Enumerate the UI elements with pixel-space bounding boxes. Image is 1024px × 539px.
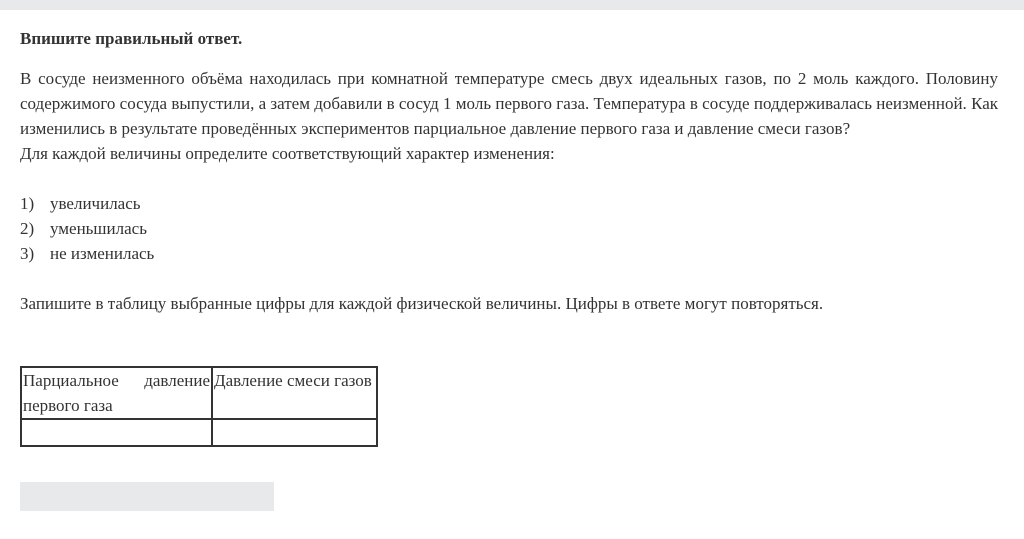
question-text: В сосуде неизменного объёма находилась при комнатной температуре смесь двух идеальных газов, по 2 моль каждого. Половину содержимого сосуда выпустили, а затем добавили в сосуд 1 моль первого газа. Температура в сосуде поддерживалась неизменной. Как изменились в результате проведённых экспериментов парциальное давление первого газа и давление смеси газов? — [20, 69, 998, 138]
option-label: увеличилась — [50, 194, 141, 213]
option-number: 1) — [20, 194, 35, 213]
partial-pressure-input[interactable] — [22, 421, 211, 445]
top-bar — [0, 0, 1024, 10]
cell-partial-pressure[interactable] — [21, 419, 212, 446]
options-list — [20, 191, 998, 266]
option-label: уменьшилась — [50, 219, 147, 238]
task-instruction: Впишите правильный ответ. — [20, 29, 243, 48]
header-partial-pressure: Парциальное давление первого газа — [21, 367, 212, 419]
header-mixture-pressure: Давление смеси газов — [212, 367, 377, 419]
sub-instruction: Для каждой величины определите соответствующий характер изменения: — [20, 144, 555, 163]
answer-input[interactable] — [20, 482, 274, 511]
mixture-pressure-input[interactable] — [213, 421, 376, 445]
table-input-row — [21, 419, 377, 446]
table-note: Запишите в таблицу выбранные цифры для каждой физической величины. Цифры в ответе могут повторяться. — [20, 294, 824, 313]
table-header-row — [21, 367, 377, 419]
answer-table — [20, 366, 378, 447]
option-item — [20, 241, 998, 266]
option-item — [20, 191, 998, 216]
option-number: 3) — [20, 244, 35, 263]
cell-mixture-pressure[interactable] — [212, 419, 377, 446]
option-item — [20, 216, 998, 241]
option-label: не изменилась — [50, 244, 155, 263]
option-number: 2) — [20, 219, 35, 238]
task-content — [20, 26, 998, 316]
